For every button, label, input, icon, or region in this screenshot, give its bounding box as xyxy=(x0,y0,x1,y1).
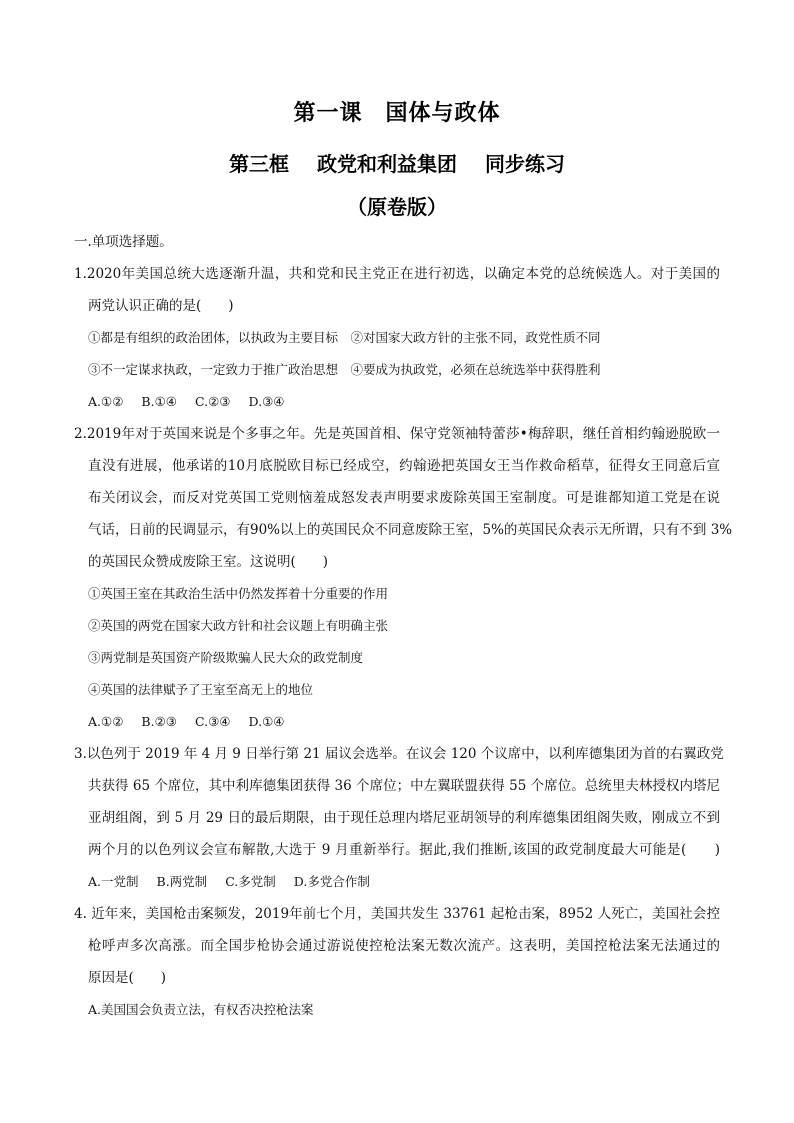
q2-stem-line-1: 2.2019年对于英国来说是个多事之年。先是英国首相、保守党领袖特蕾莎•梅辞职，继任首相约翰逊脱欧一 xyxy=(74,426,720,442)
q3-stem-line-4: 两个月的以色列议会宣布解散,大选于 9 月重新举行。据此,我们推断,该国的政党制度最大可能是( ) xyxy=(88,842,720,858)
q3-stem-line-1: 3.以色列于 2019 年 4 月 9 日举行第 21 届议会选举。在议会 120 个议席中，以利库德集团为首的右翼政党 xyxy=(74,746,724,762)
q1-option-a: A.①② xyxy=(88,394,124,409)
q3-stem-line-2: 共获得 65 个席位，其中利库德集团获得 36 个席位；中左翼联盟获得 55 个席位。总统里夫林授权内塔尼 xyxy=(88,778,720,794)
q3-option-d: D.多党合作制 xyxy=(293,874,370,889)
q1-option-d: D.③④ xyxy=(248,394,285,409)
subtitle-part-3: 同步练习 xyxy=(485,152,565,176)
q2-stem-line-4: 气话，日前的民调显示，有90%以上的英国民众不同意废除王室，5%的英国民众表示无所谓，只有不到 3% xyxy=(88,522,733,538)
q2-stem-line-2: 直没有进展，他承诺的10月底脱欧目标已经成空，约翰逊把英国女王当作救命稻草，征得女王同意后宣 xyxy=(88,458,720,474)
edition-label: （原卷版） xyxy=(347,195,447,219)
q3-option-c: C.多党制 xyxy=(225,874,276,889)
subtitle-part-2: 政党和利益集团 xyxy=(317,152,457,176)
q1-option-b: B.①④ xyxy=(141,394,177,409)
subtitle-part-1: 第三框 xyxy=(229,152,289,176)
q1-statements-2: ③不一定谋求执政，一定致力于推广政治思想 ④要成为执政党，必须在总统选举中获得胜利 xyxy=(88,362,601,377)
q4-stem-line-3: 原因是( ) xyxy=(88,970,167,986)
q1-stem-line-2: 两党认识正确的是( ) xyxy=(88,298,234,314)
q2-statement-3: ③两党制是英国资产阶级欺骗人民大众的政党制度 xyxy=(88,650,364,665)
section-heading: 一.单项选择题。 xyxy=(74,234,173,250)
q1-statements-1: ①都是有组织的政治团体，以执政为主要目标 ②对国家大政方针的主张不同，政党性质不同 xyxy=(88,330,601,345)
section-subtitle xyxy=(0,148,794,177)
q4-stem-line-1: 4. 近年来，美国枪击案频发，2019年前七个月，美国共发生 33761 起枪击案，8952 人死亡，美国社会控 xyxy=(74,906,720,922)
q4-stem-line-2: 枪呼声多次高涨。而全国步枪协会通过游说使控枪法案无数次流产。这表明，美国控枪法案无法通过的 xyxy=(88,938,720,954)
lesson-title: 第一课 国体与政体 xyxy=(293,100,501,126)
q2-stem-line-3: 布关闭议会，而反对党英国工党则恼羞成怒发表声明要求废除英国王室制度。可是谁都知道工党是在说 xyxy=(88,490,720,506)
q3-stem-line-3: 亚胡组阁，到 5 月 29 日的最后期限，由于现任总理内塔尼亚胡领导的利库德集团组阁失败，刚成立不到 xyxy=(88,810,720,826)
q2-option-d: D.①④ xyxy=(248,714,285,729)
q3-option-a: A.一党制 xyxy=(88,874,139,889)
q1-option-c: C.②③ xyxy=(195,394,231,409)
q2-stem-line-5: 的英国民众赞成废除王室。这说明( ) xyxy=(88,554,329,570)
q2-option-b: B.②③ xyxy=(141,714,177,729)
q2-statement-4: ④英国的法律赋予了王室至高无上的地位 xyxy=(88,682,314,697)
q1-stem-line-1: 1.2020年美国总统大选逐渐升温，共和党和民主党正在进行初选，以确定本党的总统候选人。对于美国的 xyxy=(74,266,720,282)
q2-statement-2: ②英国的两党在国家大政方针和社会议题上有明确主张 xyxy=(88,618,389,633)
q4-option-a: A.美国国会负责立法，有权否决控枪法案 xyxy=(88,1002,314,1017)
q3-options xyxy=(88,872,388,892)
q2-option-a: A.①② xyxy=(88,714,124,729)
q2-statement-1: ①英国王室在其政治生活中仍然发挥着十分重要的作用 xyxy=(88,586,389,601)
q1-options xyxy=(88,392,302,412)
q2-options xyxy=(88,712,302,732)
q2-option-c: C.③④ xyxy=(195,714,231,729)
q3-option-b: B.两党制 xyxy=(156,874,208,889)
